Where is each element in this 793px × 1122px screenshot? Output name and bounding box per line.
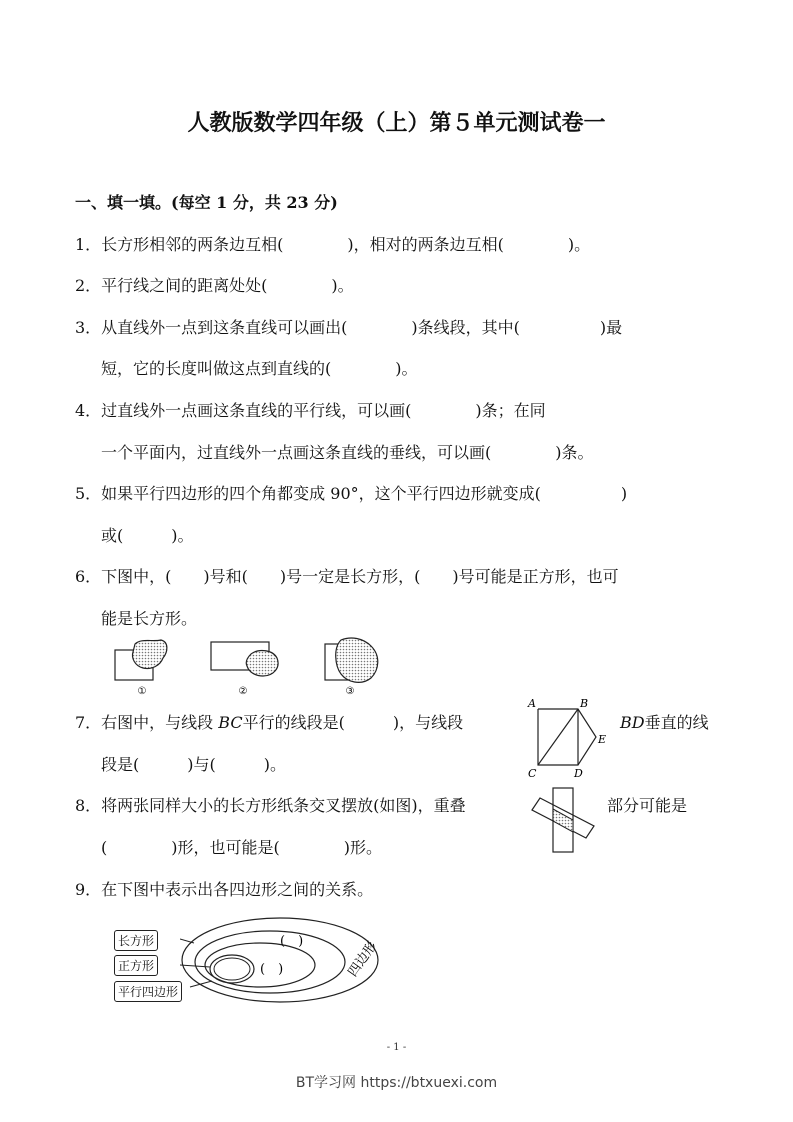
question-7-line1-end: [620, 710, 709, 733]
question-7-figure: [522, 695, 612, 781]
question-5-line2: 或( )。: [101, 526, 194, 545]
point-b: B: [580, 697, 589, 710]
paren-outer: ( ): [280, 934, 304, 949]
shape-1: [115, 640, 167, 680]
question-8-line2: ( )形，也可能是( )形。: [101, 838, 382, 857]
shape-2: [211, 642, 278, 676]
label-parallelogram: 平行四边形: [114, 981, 182, 1002]
question-5-line1: 5．如果平行四边形的四个角都变成 90°，这个平行四边形就变成( ): [75, 484, 628, 503]
segment-bd: BD: [620, 713, 645, 732]
section-heading: 一、填一填。(每空 1 分，共 23 分): [75, 193, 338, 212]
question-7-text-post: 平行的线段是( )，与线段: [242, 713, 464, 732]
question-3-line2: 短，它的长度叫做这点到直线的( )。: [101, 359, 418, 378]
shape-3-label: ③: [345, 686, 355, 697]
label-square: 正方形: [114, 955, 158, 976]
question-9-figure: [180, 915, 385, 1005]
question-7-text-end: 垂直的线: [644, 713, 709, 732]
point-c: C: [528, 767, 537, 780]
site-footer: BT学习网 https://btxuexi.com: [295, 1075, 498, 1091]
question-7-text-pre: 7．右图中，与线段: [75, 713, 219, 732]
label-rectangle: 长方形: [114, 930, 158, 951]
point-e: E: [598, 733, 607, 746]
page-number: - 1 -: [386, 1042, 407, 1053]
question-6-figure: [105, 636, 390, 698]
question-8-line1: 8．将两张同样大小的长方形纸条交叉摆放(如图)，重叠: [75, 796, 466, 815]
question-7-line1: [75, 710, 463, 733]
question-4-line2: 一个平面内，过直线外一点画这条直线的垂线，可以画( )条。: [101, 443, 594, 462]
question-6-line2: 能是长方形。: [101, 609, 198, 628]
shape-1-label: ①: [137, 686, 147, 697]
segment-bc: BC: [218, 713, 243, 732]
question-8-figure: [528, 780, 598, 856]
question-8-line1-end: 部分可能是: [607, 796, 688, 815]
point-d: D: [574, 767, 583, 780]
question-1: 1．长方形相邻的两条边互相( )，相对的两条边互相( )。: [75, 235, 591, 254]
shape-3: [325, 638, 378, 682]
paren-inner: ( ): [260, 962, 284, 977]
question-3-line1: 3．从直线外一点到这条直线可以画出( )条线段，其中( )最: [75, 318, 623, 337]
ring-label-quadrilateral: 四边形: [345, 939, 381, 980]
question-2: 2．平行线之间的距离处处( )。: [75, 276, 354, 295]
shape-2-label: ②: [238, 686, 248, 697]
question-6-line1: 6．下图中，( )号和( )号一定是长方形，( )号可能是正方形，也可: [75, 567, 619, 586]
page-title: 人教版数学四年级（上）第５单元测试卷一: [187, 110, 606, 136]
point-a: A: [528, 697, 536, 710]
question-4-line1: 4．过直线外一点画这条直线的平行线，可以画( )条；在同: [75, 401, 546, 420]
question-9: 9．在下图中表示出各四边形之间的关系。: [75, 880, 374, 899]
question-7-line2: 段是( )与( )。: [101, 755, 286, 774]
